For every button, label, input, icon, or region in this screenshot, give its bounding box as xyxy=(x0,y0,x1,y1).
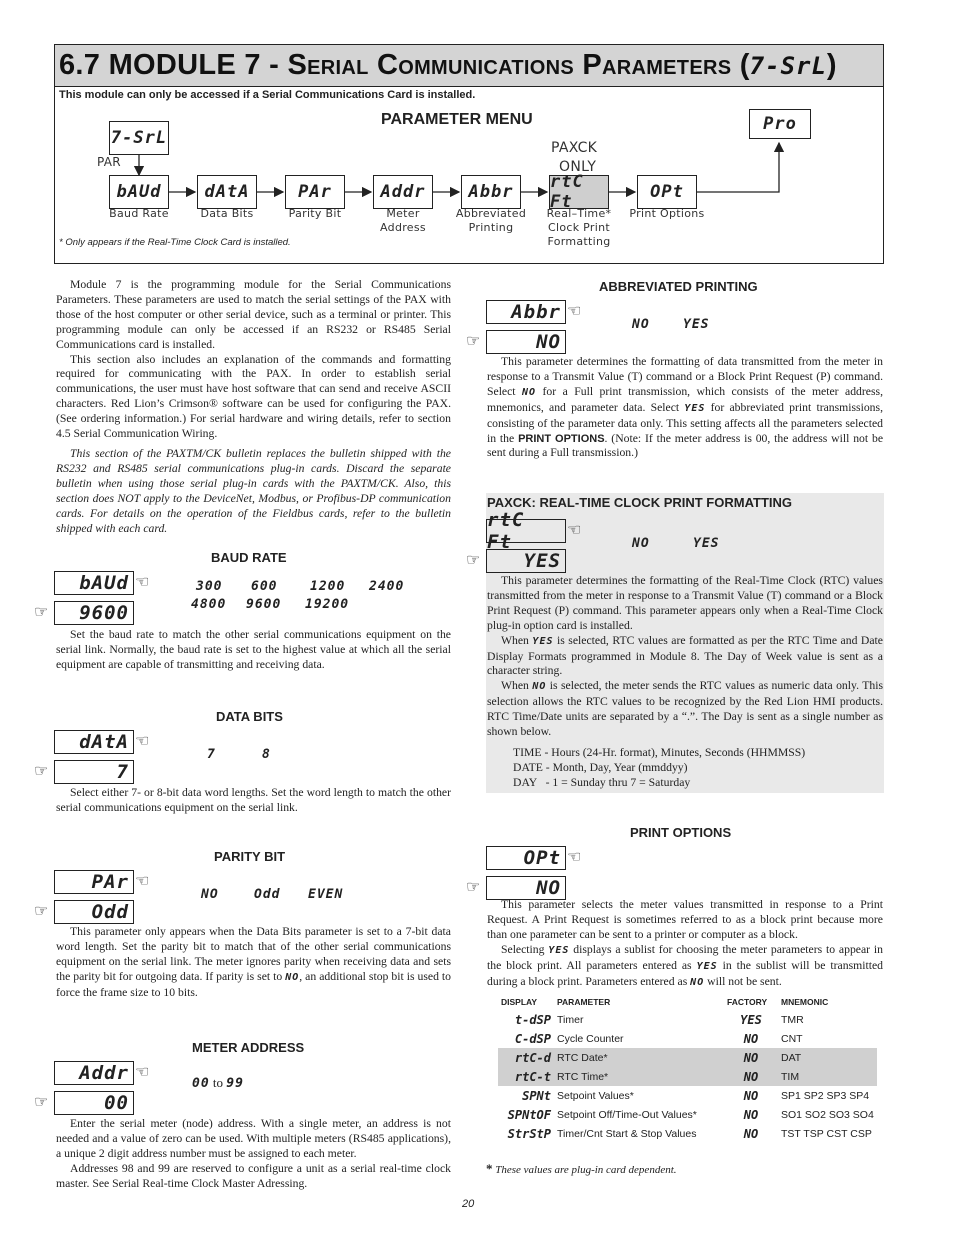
rtc-description xyxy=(487,574,883,791)
baud-opt: 9600 xyxy=(246,597,282,612)
table-row xyxy=(498,1048,877,1067)
rtc-text-2 xyxy=(487,634,883,680)
table-cell-parameter: RTC Time* xyxy=(554,1067,724,1086)
table-cell-parameter: Setpoint Values* xyxy=(557,1089,634,1102)
baud-opt: 2400 xyxy=(369,579,405,594)
menu-item-box: OPt xyxy=(637,175,697,209)
start-box: 7-SrL xyxy=(109,121,169,155)
hand-pointer-icon: ☜ xyxy=(567,303,582,320)
rtc-p2-code: YES xyxy=(532,635,554,647)
intro-paragraph-2: This section also includes an explanation of the commands and formatting required for communicating with the PAX. In order to establish serial communications, the user must have host software that can send and receive ASCII characters. Red Lion’s Crimson® software can be used for configuring the PAX. (See ordering information.) For serial hardware and wiring details, refer to section 4.5 Serial Communication Wiring. xyxy=(56,352,451,441)
rtc-p3-b: is selected, the meter sends the RTC values as numeric data only. This selection allows the RTC values to be recognized by the Red Lion HMI products. RTC Time/Date units are separated by a “.”. The Day is sent as a single number as shown below. xyxy=(487,679,884,739)
opt-p2-c3: NO xyxy=(690,976,705,988)
column-header: MNEMONIC xyxy=(781,997,829,1007)
table-cell-display: C-dSP xyxy=(514,1031,551,1046)
intro-paragraph-3: This section of the PAXTM/CK bulletin replaces the bulletin shipped with the RS232 and RS485 serial communications plug-in cards. Discard the separate bulletin when using those serial plug-in cards with the PAXTM/CK. Also, this section does NOT apply to the DeviceNet, Modbus, or Profibus-DP communication cards. For details on the operation of the Fieldbus cards, refer to the bulletin shipped with each card. xyxy=(56,446,451,535)
opt-p2-d: will not be sent. xyxy=(704,974,782,988)
table-row xyxy=(498,1105,877,1124)
abbr-display xyxy=(466,300,582,354)
print-options-heading: PRINT OPTIONS xyxy=(630,825,732,840)
rtc-p2-a: When xyxy=(501,633,533,647)
hand-pointer-icon: ☞ xyxy=(466,333,481,350)
hand-pointer-icon: ☞ xyxy=(34,1094,49,1111)
address-range-to: 99 xyxy=(226,1076,244,1091)
rtc-display-bottom: YES xyxy=(486,549,566,573)
data-bits-display xyxy=(34,730,150,784)
opt-p2-c2: YES xyxy=(696,960,718,972)
menu-item-label: Baud Rate xyxy=(109,207,169,220)
menu-item-box: Addr xyxy=(373,175,433,209)
address-display xyxy=(34,1061,150,1115)
rtc-heading: PAXCK: REAL-TIME CLOCK PRINT FORMATTING xyxy=(487,495,792,510)
parity-text-code: NO xyxy=(285,971,300,983)
rtc-p3-code: NO xyxy=(532,681,547,693)
rtc-opt: NO xyxy=(632,536,650,551)
parity-text-a: This parameter only appears when the Data Bits parameter is set to a 7-bit data word length. Set the parity bit to match that of the other serial communications equipment on the serial link. The meter ignores parity when receiving data and sets the parity bit for outgoing data. If parity is set to xyxy=(56,925,451,983)
baud-opt: 4800 xyxy=(191,597,227,612)
opt-display-bottom: NO xyxy=(486,876,566,900)
table-cell-display: rtC-t xyxy=(498,1067,554,1086)
opt-display-top: OPt xyxy=(486,846,566,870)
hand-pointer-icon: ☜ xyxy=(567,522,582,539)
parity-opt: EVEN xyxy=(308,887,344,902)
menu-item-label: Real–Time* Clock Print Formatting xyxy=(546,207,612,248)
table-cell-display: StrStP xyxy=(507,1126,551,1141)
abbr-opt: YES xyxy=(683,317,710,332)
address-text-1: Enter the serial meter (node) address. With a single meter, an address is not needed and a value of zero can be used. With multiple meters (RS485 applications), a unique 2 digit address number must be assigned to each meter. xyxy=(56,1117,451,1160)
menu-item-label: Meter Address xyxy=(380,207,426,234)
table-cell-mnemonic: TMR xyxy=(781,1013,804,1026)
parity-display xyxy=(34,870,150,924)
parameter-menu-label: PARAMETER MENU xyxy=(381,111,533,128)
baud-opt: 19200 xyxy=(305,597,350,612)
baud-display-bottom: 9600 xyxy=(54,601,134,625)
opt-p2-c1: YES xyxy=(548,944,570,956)
table-cell-mnemonic: SO1 SO2 SO3 SO4 xyxy=(781,1108,874,1121)
data-bits-display-bottom: 7 xyxy=(54,760,134,784)
data-bits-display-top: dAtA xyxy=(54,730,134,754)
address-range xyxy=(192,1075,244,1091)
data-bits-opt: 8 xyxy=(262,747,271,762)
table-cell-mnemonic: DAT xyxy=(778,1048,877,1067)
abbr-bold: PRINT OPTIONS xyxy=(518,432,605,445)
baud-description xyxy=(56,628,451,673)
address-display-top: Addr xyxy=(54,1061,134,1085)
baud-display xyxy=(34,571,150,625)
table-cell-parameter: Timer/Cnt Start & Stop Values xyxy=(557,1127,697,1140)
column-header: PARAMETER xyxy=(557,997,611,1007)
menu-item-label: Print Options xyxy=(629,207,705,220)
baud-opt: 1200 xyxy=(310,579,346,594)
plug-in-footnote xyxy=(486,1161,677,1177)
address-description xyxy=(56,1117,451,1192)
meter-address-heading: METER ADDRESS xyxy=(192,1040,305,1055)
table-cell-factory: NO xyxy=(743,1088,759,1103)
menu-item-box: rtC Ft xyxy=(549,175,609,209)
parity-text-b: , an additional stop bit is used to force the frame size to 10 bits. xyxy=(56,969,451,999)
hand-pointer-icon: ☜ xyxy=(135,574,150,591)
baud-display-top: bAUd xyxy=(54,571,134,595)
opt-p2-a: Selecting xyxy=(501,942,549,956)
parity-text xyxy=(56,925,451,1001)
abbr-t3: for abbreviated print transmissions, consisting of the parameter data only. This setting affects all the parameters selected in the xyxy=(487,400,883,445)
baud-opt: 300 xyxy=(196,579,223,594)
footnote-star: * xyxy=(486,1161,493,1176)
opt-text-1: This parameter selects the meter values transmitted in response to a Print Request. A Print Request is sometimes referred to as a block print because more than one parameter can be sent to a printer or computer as a block. xyxy=(487,898,883,941)
only-label: ONLY xyxy=(559,159,597,175)
abbr-display-top: Abbr xyxy=(486,300,566,324)
hand-pointer-icon: ☜ xyxy=(135,733,150,750)
baud-text: Set the baud rate to match the other serial communications equipment on the serial link. Normally, the baud rate is set to the highest value at which all the serial equipment are capable of transmitting and receiving data. xyxy=(56,628,451,671)
abbr-t1: This parameter determines the formatting of data transmitted from the meter in response to a Transmit Value (T) command or a Block Print Request (P) command. Select xyxy=(487,355,883,398)
data-bits-text: Select either 7- or 8-bit data word lengths. Set the word length to match the other serial communications equipment on the serial link. xyxy=(56,786,451,814)
table-cell-factory: NO xyxy=(724,1048,778,1067)
baud-opt: 600 xyxy=(251,579,278,594)
table-row xyxy=(498,1086,877,1105)
abbr-t2: for a Full print transmission, which consists of the meter address, mnemonics, and parameter data. Select xyxy=(487,384,883,414)
hand-pointer-icon: ☞ xyxy=(466,552,481,569)
table-row xyxy=(498,1124,877,1143)
abbr-display-bottom: NO xyxy=(486,330,566,354)
parity-bit-heading: PARITY BIT xyxy=(214,849,286,864)
rtc-display xyxy=(466,509,582,573)
abbr-opt: NO xyxy=(632,317,650,332)
abbreviated-printing-heading: ABBREVIATED PRINTING xyxy=(599,279,758,294)
table-cell-mnemonic: TST TSP CST CSP xyxy=(781,1127,872,1140)
table-cell-display: t-dSP xyxy=(514,1012,551,1027)
print-options-table xyxy=(498,994,877,1143)
rtc-display-top: rtC Ft xyxy=(486,519,566,543)
table-row xyxy=(498,1029,877,1048)
data-bits-description xyxy=(56,786,451,816)
hand-pointer-icon: ☞ xyxy=(34,763,49,780)
hand-pointer-icon: ☞ xyxy=(466,879,481,896)
par-label: PAR xyxy=(97,155,121,169)
table-cell-parameter: Timer xyxy=(557,1013,584,1026)
menu-item-box: Abbr xyxy=(461,175,521,209)
abbr-description xyxy=(487,355,883,461)
intro-text xyxy=(56,278,451,536)
page-number: 20 xyxy=(462,1198,475,1210)
table-header-row xyxy=(498,994,877,1010)
parity-display-bottom: Odd xyxy=(54,900,134,924)
title-main: Serial Communications Parameters ( xyxy=(287,49,750,81)
footnote-text: These values are plug-in card dependent. xyxy=(495,1164,677,1176)
table-cell-mnemonic: CNT xyxy=(781,1032,803,1045)
title-suffix: ) xyxy=(826,49,837,81)
parity-opt: Odd xyxy=(254,887,281,902)
baud-rate-heading: BAUD RATE xyxy=(211,550,287,565)
table-row xyxy=(498,1067,877,1086)
module-header-box xyxy=(54,44,884,264)
table-cell-display: rtC-d xyxy=(498,1048,554,1067)
menu-item-label: Parity Bit xyxy=(288,207,342,220)
opt-p2-c: in the sublist will be transmitted during a block print. Parameters entered as xyxy=(487,958,883,988)
rtc-list-item: DATE - Month, Day, Year (mmddyy) xyxy=(513,760,688,774)
menu-item-box: bAUd xyxy=(109,175,169,209)
rtc-text-3 xyxy=(487,679,883,740)
opt-description xyxy=(487,898,883,990)
opt-p2-b: displays a sublist for choosing the meter parameters to appear in the block print. All parameters entered as xyxy=(487,942,883,972)
rtc-footnote: * Only appears if the Real-Time Clock Card is installed. xyxy=(59,237,291,248)
column-header: FACTORY xyxy=(727,997,768,1007)
parity-opt: NO xyxy=(201,887,219,902)
table-cell-mnemonic: SP1 SP2 SP3 SP4 xyxy=(781,1089,870,1102)
hand-pointer-icon: ☜ xyxy=(135,1064,150,1081)
column-header: DISPLAY xyxy=(501,997,538,1007)
table-cell-factory: NO xyxy=(743,1031,759,1046)
address-range-from: 00 xyxy=(192,1076,210,1091)
opt-display xyxy=(466,846,582,900)
rtc-list-item: DAY - 1 = Sunday thru 7 = Saturday xyxy=(513,775,691,789)
rtc-format-list xyxy=(487,746,883,791)
rtc-p2-b: is selected, RTC values are formatted as per the RTC Time and Date Display Formats programmed in Module 8. The Day of Week value is sent as a character string. xyxy=(487,633,883,678)
abbr-t4: . (Note: If the meter address is 00, the address will not be sent during a Full transmission.) xyxy=(487,431,884,460)
table-cell-display: SPNt xyxy=(522,1088,551,1103)
hand-pointer-icon: ☜ xyxy=(135,873,150,890)
title-prefix: 6.7 MODULE 7 - xyxy=(59,49,288,81)
address-display-bottom: 00 xyxy=(54,1091,134,1115)
rtc-text-1: This parameter determines the formatting of the Real-Time Clock (RTC) values transmitted from the meter in response to a Transmit Value (T) command or a Block Print Request (P) command. This parameter appears only when a Real-Time Clock plug-in option card is installed. xyxy=(487,574,883,632)
menu-item-label: Data Bits xyxy=(200,207,254,220)
parity-description xyxy=(56,925,451,1001)
parity-display-top: PAr xyxy=(54,870,134,894)
title-code: 7-SrL xyxy=(749,52,827,80)
abbr-c2: YES xyxy=(684,402,706,414)
menu-item-box: PAr xyxy=(285,175,345,209)
hand-pointer-icon: ☞ xyxy=(34,604,49,621)
table-cell-factory: YES xyxy=(740,1012,762,1027)
abbr-text xyxy=(487,355,883,461)
table-cell-factory: NO xyxy=(743,1107,759,1122)
table-cell-mnemonic: TIM xyxy=(778,1067,877,1086)
address-range-to-word: to xyxy=(212,1075,224,1090)
table-row xyxy=(498,1010,877,1029)
end-box: Pro xyxy=(749,109,811,139)
abbr-c1: NO xyxy=(522,386,537,398)
hand-pointer-icon: ☞ xyxy=(34,903,49,920)
table-body xyxy=(498,1010,877,1143)
menu-item-box: dAtA xyxy=(197,175,257,209)
table-cell-parameter: RTC Date* xyxy=(554,1048,724,1067)
hand-pointer-icon: ☜ xyxy=(567,849,582,866)
table-cell-display: SPNtOF xyxy=(507,1107,551,1122)
rtc-opt: YES xyxy=(693,536,720,551)
data-bits-opt: 7 xyxy=(207,747,216,762)
rtc-list-item: TIME - Hours (24-Hr. format), Minutes, Seconds (HHMMSS) xyxy=(513,745,806,759)
opt-text-2 xyxy=(487,943,883,991)
address-text-2: Addresses 98 and 99 are reserved to configure a unit as a serial real-time clock master. See Serial Real-time Clock Master Adressing. xyxy=(56,1161,451,1190)
intro-paragraph-1: Module 7 is the programming module for the Serial Communications Parameters. These parameters are used to match the serial settings of the PAX with those of the host computer or other serial device, such as a terminal or printer. This programming module can only be accessed if an RS232 or RS485 Serial Communications card is installed. xyxy=(56,278,451,351)
module-note: This module can only be accessed if a Serial Communications Card is installed. xyxy=(59,89,476,101)
table-cell-parameter: Setpoint Off/Time-Out Values* xyxy=(557,1108,697,1121)
rtc-p3-a: When xyxy=(501,679,533,693)
menu-item-label: Abbreviated Printing xyxy=(455,207,527,234)
data-bits-heading: DATA BITS xyxy=(216,709,283,724)
paxck-label: PAXCK xyxy=(551,140,598,156)
table-cell-factory: NO xyxy=(724,1067,778,1086)
table-cell-parameter: Cycle Counter xyxy=(557,1032,624,1045)
table-cell-factory: NO xyxy=(743,1126,759,1141)
